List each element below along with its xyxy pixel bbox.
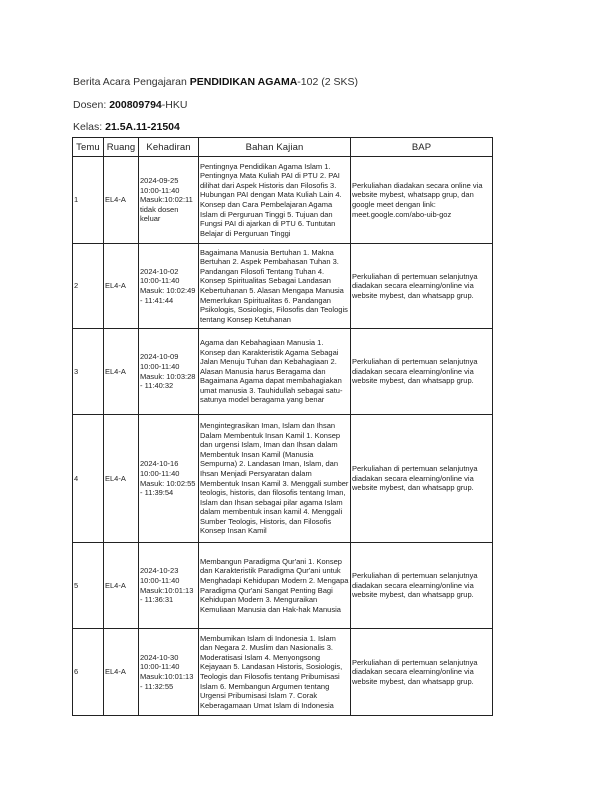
table-row xyxy=(73,543,493,629)
column-header-bap: BAP xyxy=(351,138,493,157)
course-title-line xyxy=(73,76,493,89)
course-code: -102 (2 SKS) xyxy=(297,76,358,88)
cell-ruang: EL4-A xyxy=(104,244,139,329)
cell-bahan-kajian: Membumikan Islam di Indonesia 1. Islam dan Negara 2. Muslim dan Nasionalis 3. Moderatisasi Islam 4. Menyongsong Kejayaan 5. Landasan Historis, Sosiologis, Teologis dan Filosofis tentang Pribumisasi Islam 6. Membangun Argumen tentang Urgensi Pribumisasi Islam 7. Corak Keberagamaan Umat Islam di Indonesia xyxy=(199,629,351,716)
cell-ruang: EL4-A xyxy=(104,629,139,716)
cell-kehadiran: 2024-10-16 10:00-11:40 Masuk: 10:02:55 - 11:39:54 xyxy=(139,415,199,543)
table-row xyxy=(73,329,493,415)
course-name: PENDIDIKAN AGAMA xyxy=(189,76,298,88)
cell-bap: Perkuliahan di pertemuan selanjutnya diadakan secara elearning/online via website mybest, dan whatsapp grup. xyxy=(351,244,493,329)
cell-bap: Perkuliahan di pertemuan selanjutnya diadakan secara elearning/online via website mybest, dan whatsapp grup. xyxy=(351,329,493,415)
lecturer-suffix: -HKU xyxy=(161,98,188,111)
cell-kehadiran: 2024-10-02 10:00-11:40 Masuk: 10:02:49 - 11:41:44 xyxy=(139,244,199,329)
class-value: 21.5A.11-21504 xyxy=(105,121,180,133)
cell-temu: 4 xyxy=(73,415,104,543)
table-row xyxy=(73,415,493,543)
cell-kehadiran: 2024-10-30 10:00-11:40 Masuk:10:01:13 - 11:32:55 xyxy=(139,629,199,716)
cell-kehadiran: 2024-10-23 10:00-11:40 Masuk:10:01:13 - 11:36:31 xyxy=(139,543,199,629)
cell-temu: 6 xyxy=(73,629,104,716)
cell-temu: 2 xyxy=(73,244,104,329)
class-label: Kelas: xyxy=(73,121,106,133)
column-header-kehadiran: Kehadiran xyxy=(139,138,199,157)
table-row xyxy=(73,244,493,329)
table-header-row xyxy=(73,138,493,157)
document-header xyxy=(73,76,493,144)
cell-kehadiran: 2024-10-09 10:00-11:40 Masuk: 10:03:28 - 11:40:32 xyxy=(139,329,199,415)
table-row xyxy=(73,629,493,716)
cell-temu: 5 xyxy=(73,543,104,629)
cell-bahan-kajian: Mengintegrasikan Iman, Islam dan Ihsan Dalam Membentuk Insan Kamil 1. Konsep dan urgensi Islam, Iman dan Ihsan dalam Membentuk Insan Kamil (Manusia Sempurna) 2. Landasan Iman, Islam, dan Ihsan Menjadi Persyaratan dalam Membentuk Insan Kamil 3. Menggali sumber teologis, historis, dan filosofis tentang Iman, Islam dan Ihsan sebagai pilar agama Islam dalam membentuk insan kamil 4. Menggali Sumber Teologis, Historis, dan Filosofis Konsep Insan Kamil xyxy=(199,415,351,543)
class-line xyxy=(73,121,493,134)
cell-bap: Perkuliahan di pertemuan selanjutnya diadakan secara elearning/online via website mybest, dan whatsapp grup. xyxy=(351,629,493,716)
teaching-report-table xyxy=(72,137,493,716)
column-header-bahan-kajian: Bahan Kajian xyxy=(199,138,351,157)
cell-ruang: EL4-A xyxy=(104,415,139,543)
cell-ruang: EL4-A xyxy=(104,329,139,415)
column-header-temu: Temu xyxy=(73,138,104,157)
cell-bap: Perkuliahan di pertemuan selanjutnya diadakan secara elearning/online via website mybest, dan whatsapp grup. xyxy=(351,415,493,543)
cell-bahan-kajian: Membangun Paradigma Qur'ani 1. Konsep dan Karakteristik Paradigma Qur'ani untuk Menghadapi Kehidupan Modern 2. Mengapa Paradigma Qur'ani Sangat Penting Bagi Kehidupan Modern 3. Menguraikan Kemuliaan Manusia dan Hak-hak Manusia xyxy=(199,543,351,629)
cell-bahan-kajian: Agama dan Kebahagiaan Manusia 1. Konsep dan Karakteristik Agama Sebagai Jalan Menuju Tuhan dan Kebahagiaan 2. Alasan Manusia harus Beragama dan Bagaimana Agama dapat membahagiakan umat manusia 3. Tauhidullah sebagai satu-satunya model beragama yang benar xyxy=(199,329,351,415)
table-row xyxy=(73,157,493,244)
lecturer-id: 200809794 xyxy=(109,98,162,111)
lecturer-label: Dosen: xyxy=(73,98,110,111)
course-title-prefix: Berita Acara Pengajaran xyxy=(73,76,190,88)
cell-bahan-kajian: Bagaimana Manusia Bertuhan 1. Makna Bertuhan 2. Aspek Pembahasan Tuhan 3. Pandangan Filosofi Tentang Tuhan 4. Konsep Spiritualitas Sebagai Landasan Kebertuhanan 5. Alasan Mengapa Manusia Memerlukan Spiritualitas 6. Pandangan Psikologis, Sosiologis, Filosofis dan Teologis tentang Konsep Ketuhanan xyxy=(199,244,351,329)
cell-temu: 3 xyxy=(73,329,104,415)
cell-temu: 1 xyxy=(73,157,104,244)
cell-bap: Perkuliahan diadakan secara online via website mybest, whatsapp grup, dan google meet dengan link: meet.google.com/abo-uib-goz xyxy=(351,157,493,244)
cell-ruang: EL4-A xyxy=(104,543,139,629)
cell-bahan-kajian: Pentingnya Pendidikan Agama Islam 1. Pentingnya Mata Kuliah PAI di PTU 2. PAI dilihat dari Aspek Historis dan Filosofis 3. Hubungan PAI dengan Mata Kuliah Lain 4. Konsep dan Cara Pembelajaran Agama Islam di Perguruan Tinggi 5. Tujuan dan Fungsi PAI di ajarkan di PTU 6. Tuntutan Belajar di Perguruan Tinggi xyxy=(199,157,351,244)
cell-ruang: EL4-A xyxy=(104,157,139,244)
lecturer-line xyxy=(73,99,493,112)
column-header-ruang: Ruang xyxy=(104,138,139,157)
cell-kehadiran: 2024-09-25 10:00-11:40 Masuk:10:02:11 tidak dosen keluar xyxy=(139,157,199,244)
cell-bap: Perkuliahan di pertemuan selanjutnya diadakan secara elearning/online via website mybest, dan whatsapp grup. xyxy=(351,543,493,629)
